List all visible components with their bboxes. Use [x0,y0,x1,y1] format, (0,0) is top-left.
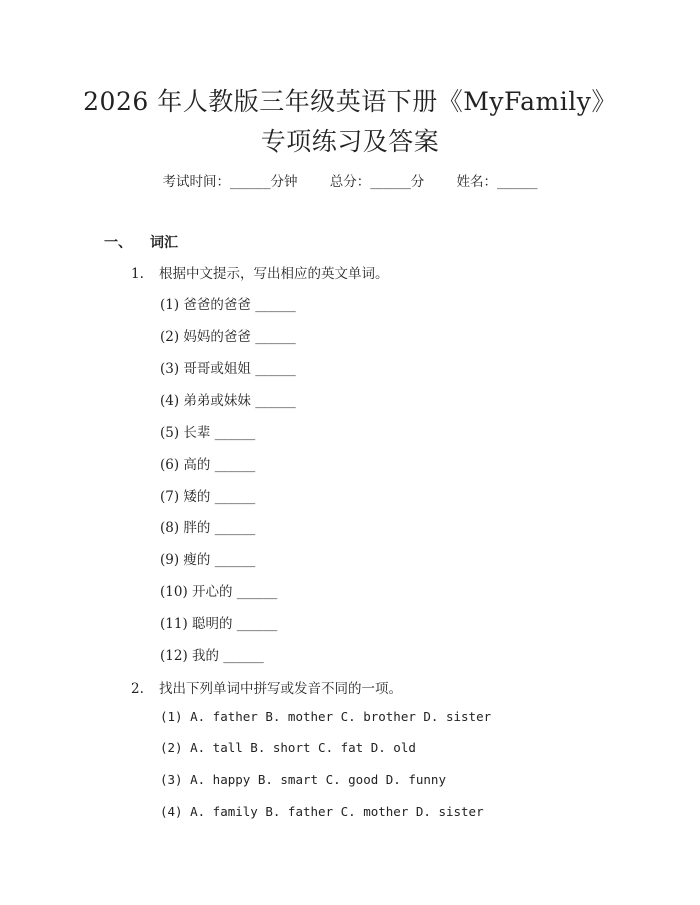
list-item: (1) 爸爸的爸爸 ______ [160,297,296,313]
page-title-line2: 专项练习及答案 [260,127,440,156]
list-item: (2) 妈妈的爸爸 ______ [160,329,296,345]
student-name: 姓名：______ [456,174,538,190]
section-title: 词汇 [150,235,178,251]
question-number: 2. [131,681,144,697]
list-item: (8) 胖的 ______ [160,520,256,536]
section-heading [104,232,178,252]
question-number: 1. [131,266,144,282]
list-item: (12) 我的 ______ [160,648,264,664]
question-text: 找出下列单词中拼写或发音不同的一项。 [159,681,402,697]
list-item: (3) 哥哥或姐姐 ______ [160,361,296,377]
question-1 [131,262,389,282]
section-number: 一、 [104,235,132,251]
list-item: (4) 弟弟或妹妹 ______ [160,393,296,409]
list-item: (2) A. tall B. short C. fat D. old [160,740,416,755]
list-item: (9) 瘦的 ______ [160,552,256,568]
question-text: 根据中文提示，写出相应的英文单词。 [159,266,389,282]
exam-time: 考试时间：______分钟 [162,174,298,190]
list-item: (6) 高的 ______ [160,457,256,473]
list-item: (10) 开心的 ______ [160,584,278,600]
list-item: (11) 聪明的 ______ [160,616,278,632]
page-title-line1: 2026 年人教版三年级英语下册《MyFamily》 [83,87,617,116]
list-item: (4) A. family B. father C. mother D. sister [160,804,484,819]
list-item: (1) A. father B. mother C. brother D. sister [160,709,492,724]
exam-meta [0,170,700,190]
list-item: (7) 矮的 ______ [160,489,256,505]
list-item: (3) A. happy B. smart C. good D. funny [160,772,446,787]
list-item: (5) 长辈 ______ [160,425,256,441]
question-2 [131,677,402,697]
exam-score: 总分：______分 [329,174,425,190]
